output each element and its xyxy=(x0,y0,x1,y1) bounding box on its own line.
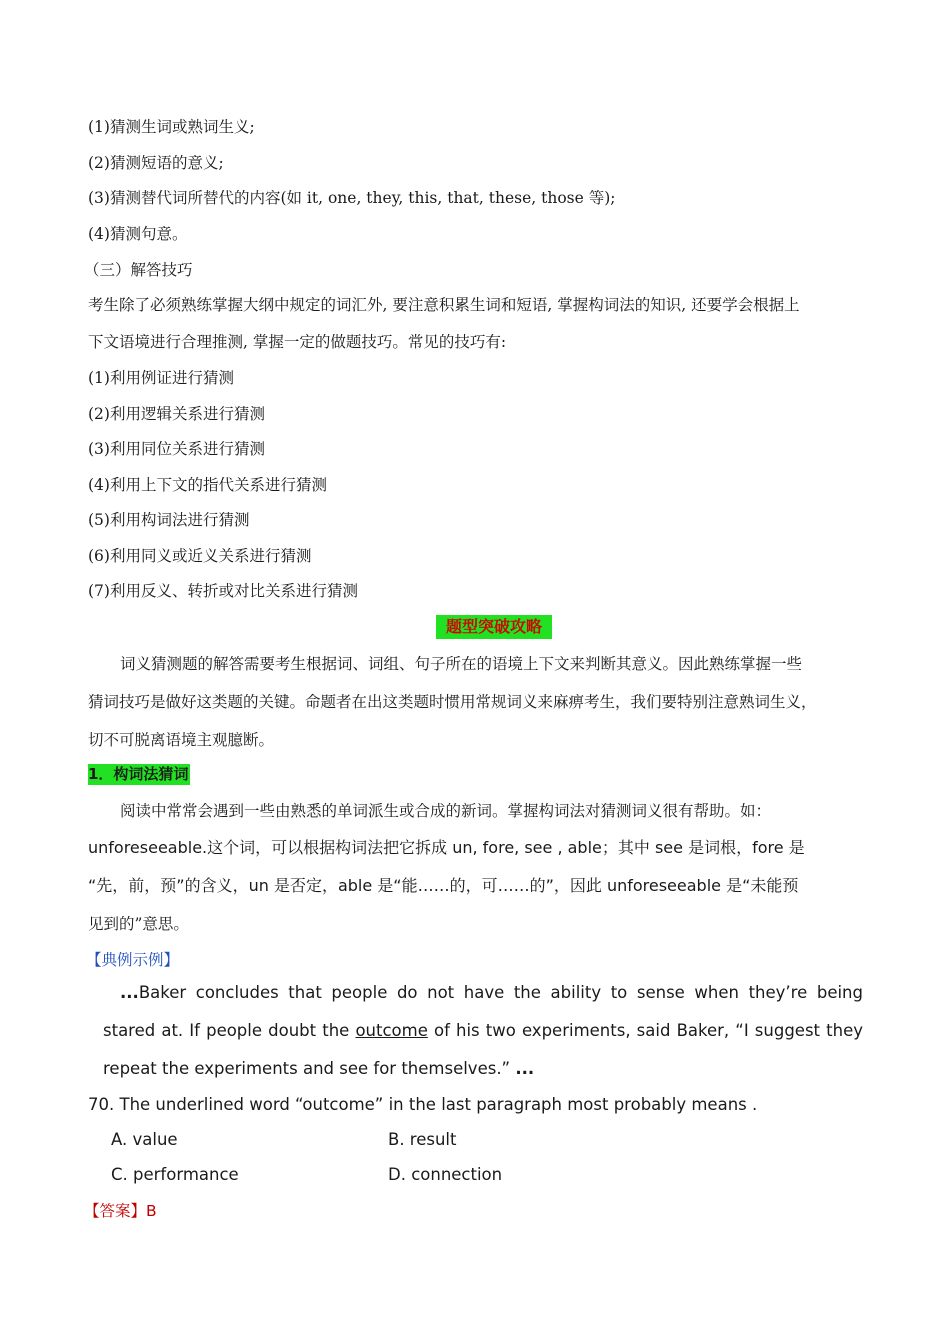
guess-type-3: (3)猜测替代词所替代的内容(如 it, one, they, this, that, these, those 等); xyxy=(88,189,616,207)
question-stem: 70. The underlined word “outcome” in the last paragraph most probably means . xyxy=(88,1095,758,1114)
answer-label: 【答案】 xyxy=(84,1202,147,1220)
method-1-title: 1．构词法猜词 xyxy=(88,765,189,783)
passage-line-2 xyxy=(103,1020,863,1042)
option-a: A. value xyxy=(111,1130,178,1149)
guess-type-1: (1)猜测生词或熟词生义; xyxy=(88,118,255,136)
skill-item-2: (2)利用逻辑关系进行猜测 xyxy=(88,405,265,423)
method-1-text-line-3: “先，前，预”的含义，un 是否定，able 是“能……的，可……的”，因此 unforeseeable 是“未能预 xyxy=(88,876,799,895)
strategy-title: 题型突破攻略 xyxy=(436,615,552,639)
underlined-word-outcome: outcome xyxy=(355,1021,428,1040)
answer-line xyxy=(84,1200,157,1222)
skill-item-3: (3)利用同位关系进行猜测 xyxy=(88,440,265,458)
skill-item-7: (7)利用反义、转折或对比关系进行猜测 xyxy=(88,582,358,600)
passage-text-2b: of his two experiments, said Baker, “I suggest they xyxy=(427,1021,863,1040)
passage-ellipsis-end: ... xyxy=(515,1059,535,1078)
method-1-text-line-4: 见到的”意思。 xyxy=(88,915,189,933)
passage-text-1: Baker concludes that people do not have the ability to sense when they’re being xyxy=(138,983,863,1002)
passage-ellipsis-start: ... xyxy=(120,983,139,1002)
option-c: C. performance xyxy=(111,1165,239,1184)
strategy-para-line-3: 切不可脱离语境主观臆断。 xyxy=(88,731,275,749)
option-d: D. connection xyxy=(388,1165,503,1184)
intro-line-2: 下文语境进行合理推测, 掌握一定的做题技巧。常见的技巧有: xyxy=(88,333,507,351)
passage-line-3 xyxy=(103,1058,863,1080)
strategy-para-line-1: 词义猜测题的解答需要考生根据词、词组、句子所在的语境上下文来判断其意义。因此熟练掌握一些 xyxy=(120,655,803,673)
skill-item-4: (4)利用上下文的指代关系进行猜测 xyxy=(88,476,327,494)
guess-type-4: (4)猜测句意。 xyxy=(88,225,188,243)
section-title-answer-skills: （三）解答技巧 xyxy=(84,261,193,279)
passage-text-3: repeat the experiments and see for themselves.” xyxy=(103,1059,516,1078)
passage-line-1 xyxy=(120,982,863,1004)
skill-item-5: (5)利用构词法进行猜测 xyxy=(88,511,250,529)
skill-item-6: (6)利用同义或近义关系进行猜测 xyxy=(88,547,312,565)
method-1-text-line-2: unforeseeable.这个词，可以根据构词法把它拆成 un, fore, see , able；其中 see 是词根，fore 是 xyxy=(88,838,805,857)
strategy-para-line-2: 猜词技巧是做好这类题的关键。命题者在出这类题时惯用常规词义来麻痹考生，我们要特别注意熟词生义， xyxy=(88,693,817,711)
option-b: B. result xyxy=(388,1130,457,1149)
passage-text-2a: stared at. If people doubt the xyxy=(103,1021,356,1040)
method-1-text-line-1: 阅读中常常会遇到一些由熟悉的单词派生或合成的新词。掌握构词法对猜测词义很有帮助。如： xyxy=(120,802,772,820)
skill-item-1: (1)利用例证进行猜测 xyxy=(88,369,234,387)
guess-type-2: (2)猜测短语的意义; xyxy=(88,154,224,172)
answer-value: B xyxy=(146,1202,157,1220)
intro-line-1: 考生除了必须熟练掌握大纲中规定的词汇外, 要注意积累生词和短语, 掌握构词法的知识, 还要学会根据上 xyxy=(88,296,800,314)
example-label: 【典例示例】 xyxy=(86,951,180,969)
